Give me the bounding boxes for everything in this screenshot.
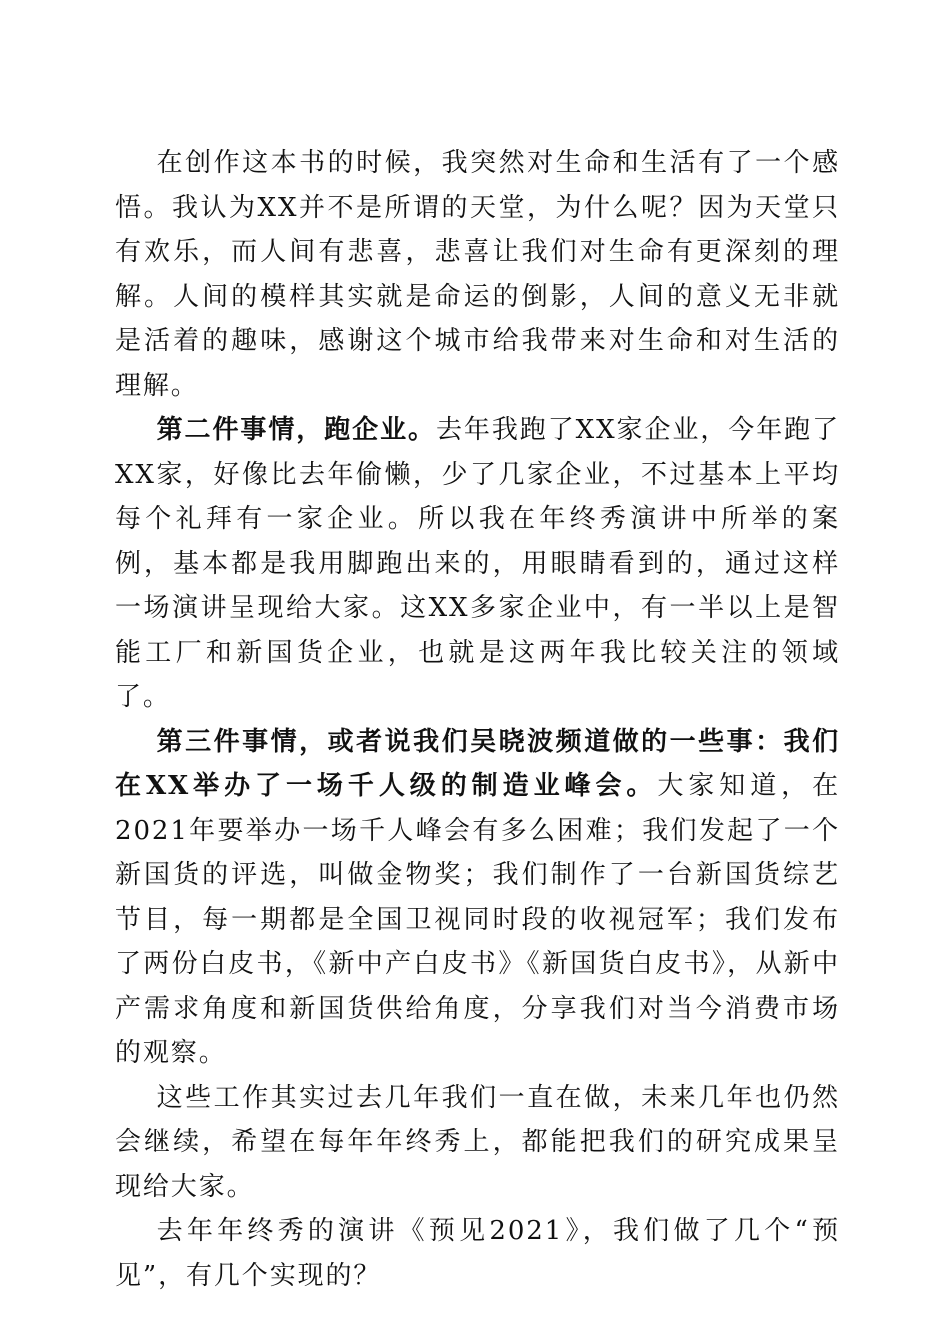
paragraph-second-thing bbox=[115, 408, 840, 720]
paragraph-text: 在创作这本书的时候，我突然对生命和生活有了一个感悟。我认为XX并不是所谓的天堂，为什么呢？因为天堂只有欢乐，而人间有悲喜，悲喜让我们对生命有更深刻的理解。人间的模样其实就是命运的倒影，人间的意义无非就是活着的趣味，感谢这个城市给我带来对生命和对生活的理解。 bbox=[115, 148, 840, 401]
paragraph-reflection bbox=[115, 141, 840, 408]
paragraph-text: 这些工作其实过去几年我们一直在做，未来几年也仍然会继续，希望在每年年终秀上，都能把我们的研究成果呈现给大家。 bbox=[115, 1082, 840, 1202]
paragraph-third-thing bbox=[115, 720, 840, 1076]
paragraph-text: 去年我跑了XX家企业，今年跑了XX家，好像比去年偷懒，少了几家企业，不过基本上平均每个礼拜有一家企业。所以我在年终秀演讲中所举的案例，基本都是我用脚跑出来的，用眼睛看到的，通过这样一场演讲呈现给大家。这XX多家企业中，有一半以上是智能工厂和新国货企业，也就是这两年我比较关注的领域了。 bbox=[115, 415, 840, 712]
paragraph-continuing-work bbox=[115, 1076, 840, 1210]
paragraph-text: 去年年终秀的演讲《预见2021》，我们做了几个“预见”，有几个实现的？ bbox=[115, 1216, 840, 1291]
paragraph-lead: 第三件事情，或者说我们吴晓波频道做的一些事：我们在XX举办了一场千人级的制造业峰会。 bbox=[115, 726, 840, 801]
paragraph-forecast-question bbox=[115, 1209, 840, 1298]
paragraph-text: 大家知道，在2021年要举办一场千人峰会有多么困难；我们发起了一个新国货的评选，叫做金物奖；我们制作了一台新国货综艺节目，每一期都是全国卫视同时段的收视冠军；我们发布了两份白皮书，《新中产白皮书》《新国货白皮书》，从新中产需求角度和新国货供给角度，分享我们对当今消费市场的观察。 bbox=[115, 771, 840, 1068]
paragraph-lead: 第二件事情，跑企业。 bbox=[156, 415, 436, 445]
